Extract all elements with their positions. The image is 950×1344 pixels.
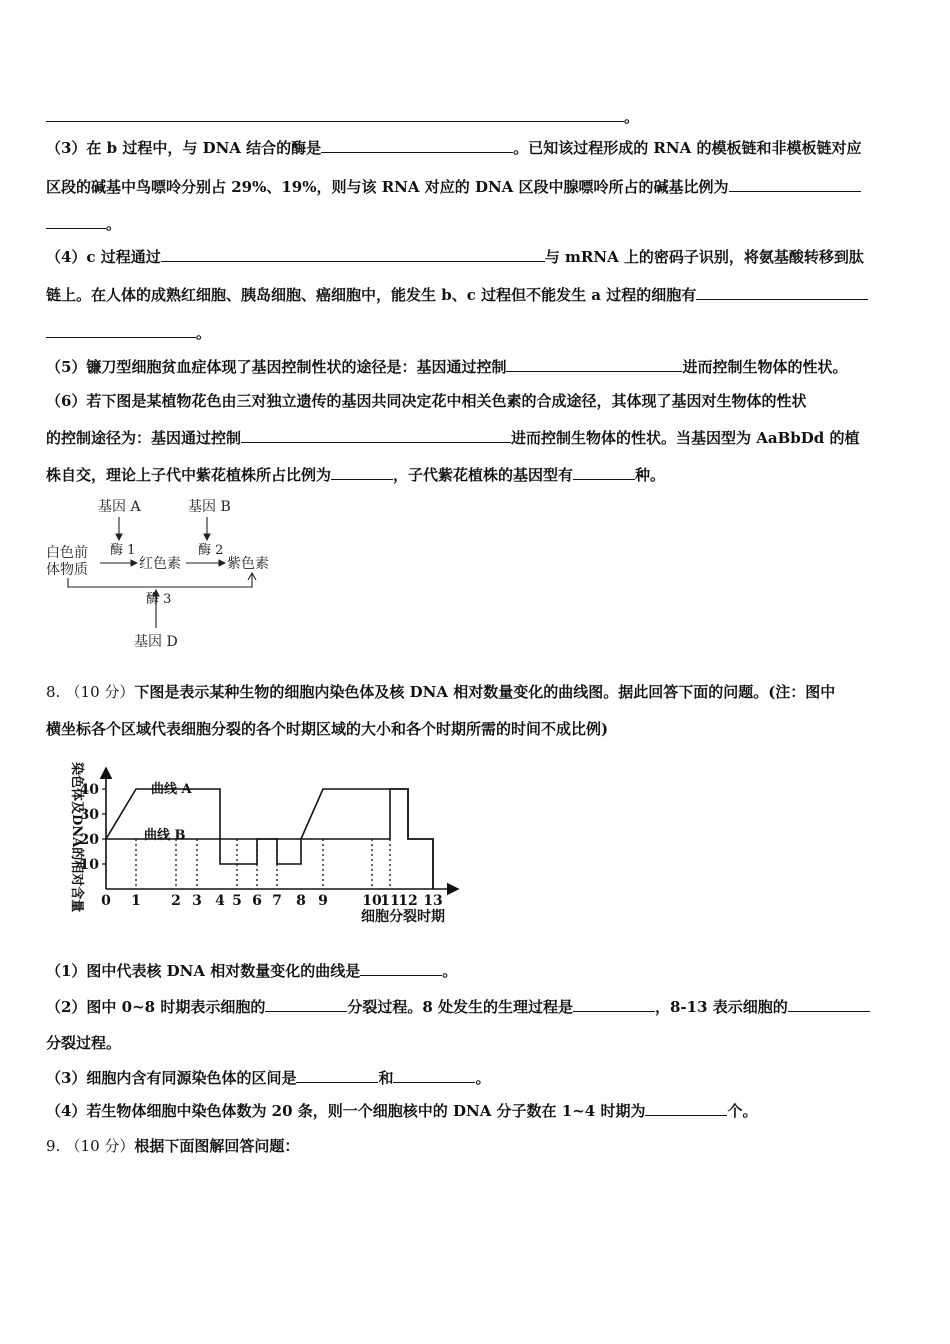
y-tick-label: 30 bbox=[79, 807, 99, 823]
answer-blank bbox=[161, 247, 545, 262]
enzyme1-label: 酶 1 bbox=[110, 543, 136, 558]
answer-blank bbox=[506, 357, 682, 372]
x-tick-label: 13 bbox=[423, 893, 443, 909]
answer-blank bbox=[241, 428, 511, 443]
q8-sub1: （1）图中代表核 DNA 相对数量变化的曲线是 。 bbox=[46, 962, 458, 980]
answer-blank bbox=[788, 997, 870, 1012]
answer-blank bbox=[296, 1068, 378, 1083]
q8-sub2: （2）图中 0~8 时期表示细胞的 分裂过程。8 处发生的生理过程是 ，8-13 表示细胞的 bbox=[46, 996, 870, 1017]
q4-line-3: 。 bbox=[46, 322, 211, 343]
enzyme3-bracket bbox=[68, 574, 252, 587]
gene-b-label: 基因 B bbox=[188, 499, 231, 515]
x-tick-label: 2 bbox=[171, 893, 181, 909]
period: 。 bbox=[624, 108, 640, 126]
q8-sub2-cont: 分裂过程。 bbox=[46, 1034, 122, 1052]
answer-blank bbox=[265, 997, 347, 1012]
answer-blank bbox=[360, 961, 442, 976]
x-tick-label: 3 bbox=[192, 893, 202, 909]
q8-sub3: （3）细胞内含有同源染色体的区间是 和 。 bbox=[46, 1069, 491, 1087]
q8-line-2: 横坐标各个区域代表细胞分裂的各个时期区域的大小和各个时期所需的时间不成比例) bbox=[46, 720, 609, 738]
precursor-label: 白色前 bbox=[46, 545, 88, 561]
y-tick-label: 40 bbox=[79, 782, 99, 798]
x-tick-label: 0 bbox=[101, 893, 111, 909]
chromosome-dna-chart bbox=[56, 760, 476, 932]
answer-blank bbox=[393, 1068, 475, 1083]
series-label: 曲线 A bbox=[151, 782, 192, 797]
y-tick-label: 20 bbox=[79, 832, 99, 848]
gene-a-label: 基因 A bbox=[98, 499, 141, 515]
x-tick-label: 9 bbox=[318, 893, 328, 909]
answer-blank bbox=[645, 1101, 727, 1116]
q8-sub4: （4）若生物体细胞中染色体数为 20 条，则一个细胞核中的 DNA 分子数在 1~4 时期为 个。 bbox=[46, 1102, 758, 1120]
q8-line-1: 8. （10 分）下图是表示某种生物的细胞内染色体及核 DNA 相对数量变化的曲线图。据此回答下面的问题。(注：图中 bbox=[46, 683, 836, 701]
q5-line: （5）镰刀型细胞贫血症体现了基因控制性状的途径是：基因通过控制 进而控制生物体的性状。 bbox=[46, 358, 848, 376]
pigment-pathway-diagram bbox=[40, 490, 300, 660]
q3-line-1: （3）在 b 过程中，与 DNA 结合的酶是 。已知该过程形成的 RNA 的模板链和非模板链对应 bbox=[46, 139, 862, 157]
x-tick-label: 4 bbox=[215, 893, 225, 909]
precursor-label: 体物质 bbox=[46, 562, 88, 578]
y-axis-label: 染色体及DNA的相对含量 bbox=[69, 762, 84, 913]
x-tick-label: 12 bbox=[398, 893, 418, 909]
q6-line-2: 的控制途径为：基因通过控制 进而控制生物体的性状。当基因型为 AaBbDd 的植 bbox=[46, 429, 860, 447]
x-tick-label: 8 bbox=[296, 893, 306, 909]
purple-pigment-label: 紫色素 bbox=[227, 556, 269, 572]
x-tick-label: 7 bbox=[272, 893, 282, 909]
x-tick-label: 11 bbox=[380, 893, 400, 909]
red-pigment-label: 红色素 bbox=[139, 556, 181, 572]
enzyme2-label: 酶 2 bbox=[198, 543, 224, 558]
q9-line: 9. （10 分）根据下面图解回答问题： bbox=[46, 1137, 300, 1155]
x-axis-label: 细胞分裂时期 bbox=[361, 909, 445, 925]
enzyme3-label: 酶 3 bbox=[146, 592, 172, 607]
q3-line-2: 区段的碱基中鸟嘌呤分别占 29%、19%，则与该 RNA 对应的 DNA 区段中腺嘌呤所占的碱基比例为 bbox=[46, 176, 861, 197]
q6-line-3: 株自交，理论上子代中紫花植株所占比例为 ，子代紫花植株的基因型有 种。 bbox=[46, 466, 666, 484]
x-tick-label: 1 bbox=[131, 893, 141, 909]
answer-blank bbox=[696, 285, 868, 300]
answer-blank bbox=[46, 323, 196, 338]
gene-d-label: 基因 D bbox=[134, 634, 178, 650]
q4-line-1: （4）c 过程通过 与 mRNA 上的密码子识别，将氨基酸转移到肽 bbox=[46, 248, 864, 266]
answer-blank-line bbox=[46, 121, 624, 122]
answer-blank bbox=[46, 214, 106, 229]
answer-blank bbox=[331, 465, 393, 480]
series-label: 曲线 B bbox=[144, 828, 186, 843]
answer-blank bbox=[573, 465, 635, 480]
answer-blank bbox=[321, 138, 513, 153]
x-tick-label: 5 bbox=[232, 893, 242, 909]
x-tick-label: 6 bbox=[252, 893, 262, 909]
q3-line-3: 。 bbox=[46, 213, 121, 234]
answer-blank bbox=[729, 177, 861, 192]
y-tick-label: 10 bbox=[79, 857, 99, 873]
q6-line-1: （6）若下图是某植物花色由三对独立遗传的基因共同决定花中相关色素的合成途径，其体现了基因对生物体的性状 bbox=[46, 392, 807, 410]
x-tick-label: 10 bbox=[362, 893, 382, 909]
answer-blank bbox=[573, 997, 655, 1012]
q4-line-2: 链上。在人体的成熟红细胞、胰岛细胞、癌细胞中，能发生 b、c 过程但不能发生 a 过程的细胞有 bbox=[46, 284, 868, 305]
